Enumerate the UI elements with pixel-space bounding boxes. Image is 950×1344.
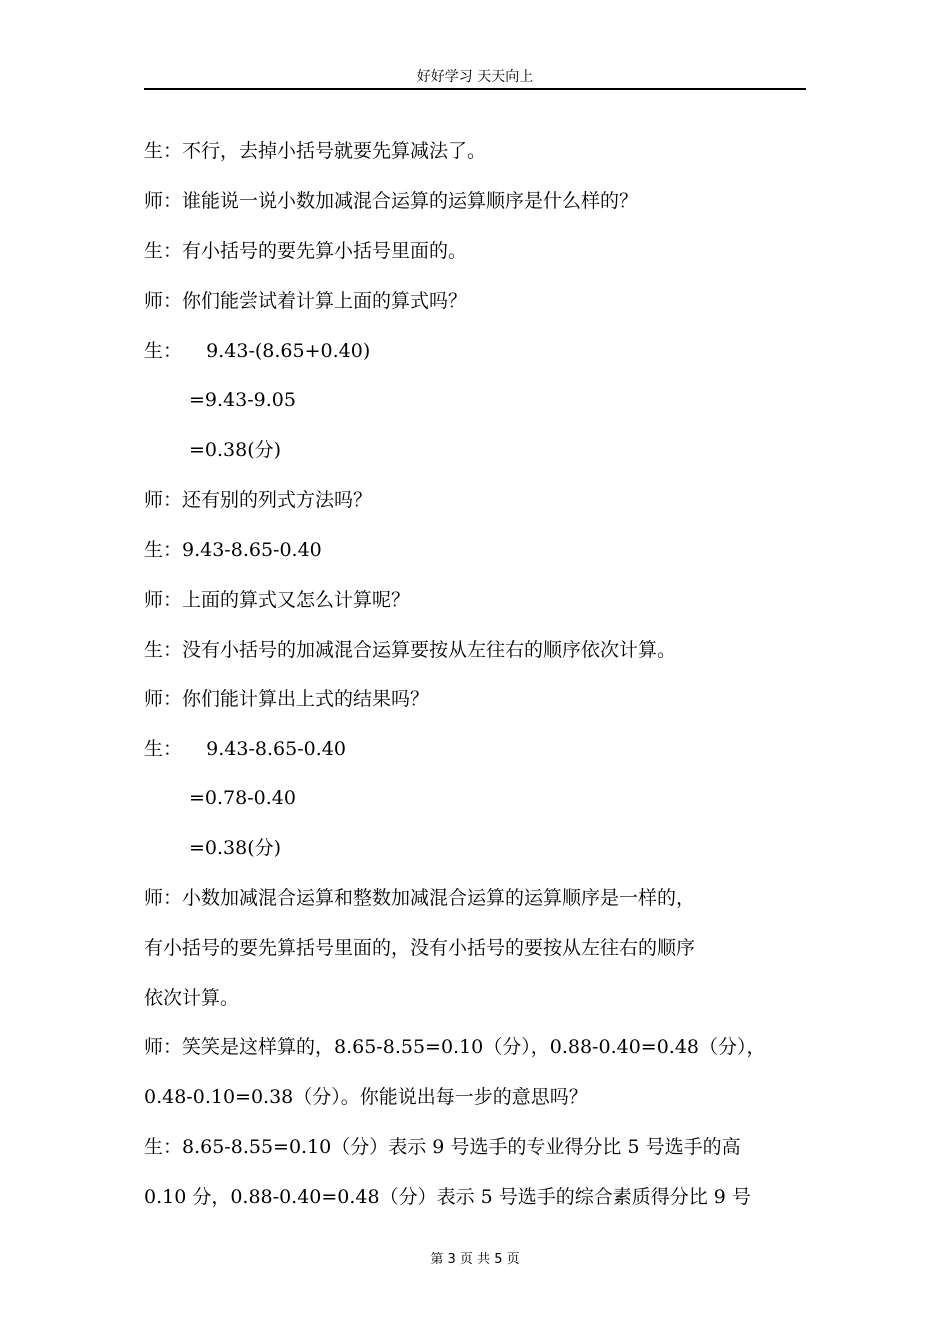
text-line: 生：8.65-8.55=0.10（分）表示 9 号选手的专业得分比 5 号选手的高 [144, 1136, 741, 1158]
page-header: 好好学习 天天向上 [144, 66, 806, 90]
text-line: 生：没有小括号的加减混合运算要按从左往右的顺序依次计算。 [144, 639, 677, 661]
text-line: 生：9.43-8.65-0.40 [144, 539, 322, 561]
calc-step: =9.43-9.05 [189, 389, 296, 411]
text-line: 师：还有别的列式方法吗？ [144, 489, 373, 511]
text-line: 师：笑笑是这样算的，8.65-8.55=0.10（分），0.88-0.40=0.48（分）， [144, 1036, 766, 1058]
calc-step: =0.78-0.40 [189, 787, 296, 809]
text-line: 生：不行，去掉小括号就要先算减法了。 [144, 140, 487, 162]
text-line: 生： 9.43-8.65-0.40 [144, 738, 346, 760]
text-line: 0.48-0.10=0.38（分）。你能说出每一步的意思吗？ [144, 1086, 588, 1108]
text-line: 师：上面的算式又怎么计算呢？ [144, 589, 411, 611]
page-number-footer: 第 3 页 共 5 页 [430, 1252, 520, 1267]
text-line: 有小括号的要先算括号里面的，没有小括号的要按从左往右的顺序 [144, 937, 696, 959]
text-line: 生： 9.43-(8.65+0.40) [144, 340, 371, 362]
text-line: 师：你们能尝试着计算上面的算式吗？ [144, 290, 468, 312]
text-line: 师：你们能计算出上式的结果吗？ [144, 688, 430, 710]
text-line: 0.10 分，0.88-0.40=0.48（分）表示 5 号选手的综合素质得分比 9 号 [144, 1186, 751, 1208]
calc-step: =0.38(分) [189, 439, 282, 461]
text-line: 师：谁能说一说小数加减混合运算的运算顺序是什么样的？ [144, 190, 639, 212]
text-line: 师：小数加减混合运算和整数加减混合运算的运算顺序是一样的， [144, 887, 696, 909]
calc-step: =0.38(分) [189, 837, 282, 859]
text-line: 依次计算。 [144, 987, 240, 1009]
text-line: 生：有小括号的要先算小括号里面的。 [144, 240, 468, 262]
